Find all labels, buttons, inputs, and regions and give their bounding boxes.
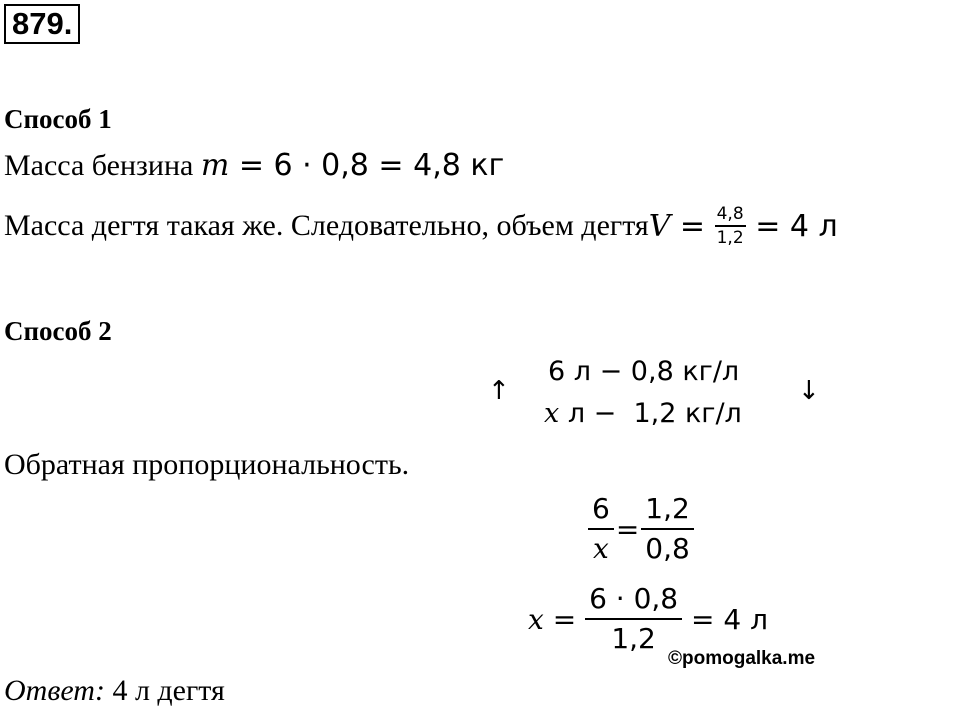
method1-line2-text: Масса дегтя такая же. Следовательно, объем дегтя (4, 209, 649, 242)
solution-equals: = (543, 602, 586, 636)
volume-result: = 4 л (745, 208, 838, 244)
right-fraction-denominator: 0,8 (645, 532, 690, 565)
answer-text: 4 л дегтя (104, 674, 225, 707)
volume-fraction-numerator: 4,8 (716, 204, 744, 224)
method1-line1 (4, 148, 504, 183)
watermark: ©pomogalka.me (668, 648, 816, 669)
solution-fraction-numerator: 6 · 0,8 (589, 582, 679, 615)
proportion-row-1: 6 л − 0,8 кг/л (548, 356, 740, 387)
left-fraction-numerator: 6 (592, 492, 610, 525)
volume-fraction-denominator: 1,2 (716, 228, 744, 248)
arrow-up-icon: ↑ (488, 376, 510, 406)
volume-variable: V (648, 208, 671, 244)
method1-line1-text: Масса бензина (4, 149, 201, 182)
arrow-down-icon: ↓ (798, 376, 820, 406)
unknown-x: x (544, 398, 560, 429)
method1-line2 (4, 194, 838, 258)
proportion-row-2-rest: л − 1,2 кг/л (559, 398, 742, 429)
solution-fraction-denominator: 1,2 (611, 622, 656, 655)
mass-variable: m (200, 148, 230, 183)
volume-fraction (715, 203, 746, 249)
right-fraction-numerator: 1,2 (645, 492, 690, 525)
solution-equation (528, 580, 768, 658)
answer-label: Ответ: (4, 674, 105, 707)
inverse-proportion-statement: Обратная пропорциональность. (4, 448, 410, 481)
problem-number: 879. (4, 4, 80, 44)
answer-line (4, 674, 225, 708)
method2-heading: Способ 2 (4, 316, 112, 346)
proportion-equation (588, 490, 694, 568)
mass-expression: = 6 · 0,8 = 4,8 кг (229, 148, 505, 183)
right-fraction (641, 490, 694, 568)
left-fraction (588, 490, 614, 568)
solution-result: = 4 л (682, 602, 768, 636)
method1-heading: Способ 1 (4, 104, 112, 134)
solution-fraction (585, 580, 682, 658)
solution-variable: x (528, 602, 544, 636)
left-fraction-denominator: x (593, 532, 609, 565)
proportion-equals: = (615, 512, 640, 546)
volume-equals: = (670, 208, 715, 244)
proportion-row-2 (544, 398, 742, 429)
